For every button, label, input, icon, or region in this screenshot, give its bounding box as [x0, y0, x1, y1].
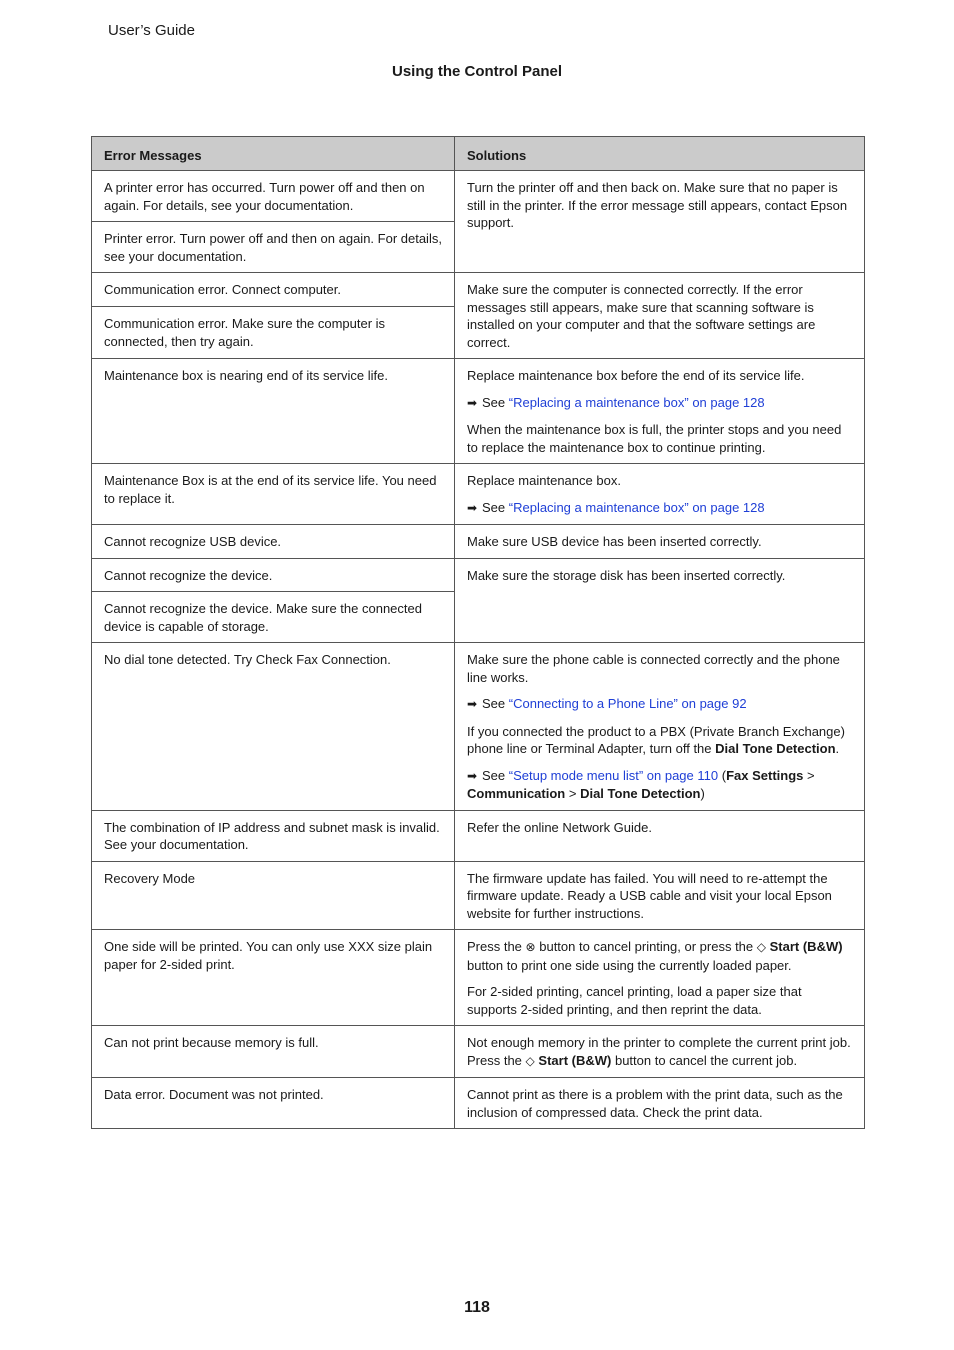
menu-path-dial-tone: Dial Tone Detection: [580, 786, 701, 801]
error-cell: No dial tone detected. Try Check Fax Connection.: [92, 643, 455, 811]
solution-text-part: Press the: [467, 939, 522, 954]
table-row: [92, 359, 865, 464]
solution-cell: [455, 930, 865, 1026]
setting-name: Dial Tone Detection: [715, 741, 836, 756]
solution-text: For 2-sided printing, cancel printing, load a paper size that supports 2-sided printing, and then reprint the data.: [467, 984, 802, 1017]
error-cell: Can not print because memory is full.: [92, 1026, 455, 1078]
right-arrow-icon: ➡: [467, 500, 478, 515]
solution-cell: Turn the printer off and then back on. Make sure that no paper is still in the printer. If the error message still appears, contact Epson support.: [455, 171, 865, 273]
solution-text: [467, 938, 854, 974]
cross-reference-link[interactable]: “Setup mode menu list” on page 110: [508, 767, 719, 783]
table-row: [92, 525, 865, 559]
solution-text: Replace maintenance box before the end of its service life.: [467, 368, 805, 383]
solution-cell: Make sure the storage disk has been inserted correctly.: [455, 558, 865, 643]
solution-cell: [455, 643, 865, 811]
solution-cell: [455, 359, 865, 464]
right-arrow-icon: ➡: [467, 395, 478, 410]
error-messages-table: [91, 136, 865, 1129]
error-cell: Maintenance box is nearing end of its service life.: [92, 359, 455, 464]
menu-path-fax-settings: Fax Settings: [726, 767, 804, 783]
page-number: 118: [464, 1299, 490, 1316]
start-bw-button-name: Start (B&W): [538, 1052, 612, 1068]
table-row: [92, 558, 865, 592]
cross-reference-link[interactable]: “Replacing a maintenance box” on page 128: [508, 394, 765, 410]
period: .: [835, 741, 840, 756]
table-row: [92, 861, 865, 930]
error-cell: Communication error. Make sure the computer is connected, then try again.: [92, 307, 455, 359]
cross-reference-link[interactable]: “Connecting to a Phone Line” on page 92: [508, 696, 747, 711]
solution-text: When the maintenance box is full, the printer stops and you need to replace the maintenance box to continue printing.: [467, 422, 842, 455]
table-row: [92, 1026, 865, 1078]
solution-cell: [455, 464, 865, 525]
table-row: [92, 930, 865, 1026]
column-header-errors: Error Messages: [92, 137, 455, 171]
right-arrow-icon: ➡: [467, 768, 478, 783]
table-row: [92, 464, 865, 525]
column-header-solutions: Solutions: [455, 137, 865, 171]
right-arrow-icon: ➡: [467, 697, 478, 711]
see-label: See: [482, 767, 506, 783]
solution-text-part: button to cancel the current job.: [614, 1052, 798, 1068]
table-row: [92, 1078, 865, 1129]
solution-cell: Cannot print as there is a problem with the print data, such as the inclusion of compressed data. Check the print data.: [455, 1078, 865, 1129]
error-cell: A printer error has occurred. Turn power off and then on again. For details, see your documentation.: [92, 171, 455, 222]
error-cell: Maintenance Box is at the end of its service life. You need to replace it.: [92, 464, 455, 525]
running-header: User’s Guide: [108, 22, 195, 39]
cross-reference-link[interactable]: “Replacing a maintenance box” on page 128: [508, 499, 765, 515]
paren: (: [721, 767, 727, 783]
error-cell: Recovery Mode: [92, 861, 455, 930]
see-label: See: [482, 696, 506, 711]
error-cell: The combination of IP address and subnet mask is invalid. See your documentation.: [92, 810, 455, 861]
see-reference: [467, 499, 854, 518]
error-cell: Data error. Document was not printed.: [92, 1078, 455, 1129]
menu-path-communication: Communication: [467, 786, 566, 801]
error-cell: Cannot recognize USB device.: [92, 525, 455, 559]
solution-text: Replace maintenance box.: [467, 473, 621, 488]
solution-text: Make sure the phone cable is connected correctly and the phone line works.: [467, 652, 840, 685]
stop-button-icon: ⊗: [525, 940, 536, 954]
solution-cell: Refer the online Network Guide.: [455, 810, 865, 861]
error-cell: Communication error. Connect computer.: [92, 273, 455, 307]
menu-separator: >: [807, 767, 815, 783]
error-cell: Cannot recognize the device.: [92, 558, 455, 592]
see-label: See: [482, 499, 506, 515]
error-cell: Cannot recognize the device. Make sure the connected device is capable of storage.: [92, 592, 455, 643]
solution-text-part: button to cancel printing, or press the: [539, 939, 754, 954]
start-button-icon: ◇: [525, 1053, 535, 1068]
start-bw-button-name: Start (B&W): [769, 939, 843, 954]
see-reference: [467, 767, 854, 803]
error-cell: One side will be printed. You can only use XXX size plain paper for 2-sided print.: [92, 930, 455, 1026]
solution-text-part: button to print one side using the currently loaded paper.: [467, 957, 792, 973]
solution-cell: Make sure USB device has been inserted correctly.: [455, 525, 865, 559]
solution-cell: [455, 1026, 865, 1078]
menu-separator: >: [568, 786, 577, 801]
table-row: [92, 171, 865, 222]
table-row: [92, 643, 865, 811]
see-reference: [467, 695, 854, 714]
table-row: [92, 810, 865, 861]
solution-cell: The firmware update has failed. You will need to re-attempt the firmware update. Ready a USB cable and visit your local Epson website for further instructions.: [455, 861, 865, 930]
table-row: [92, 273, 865, 307]
see-reference: [467, 394, 854, 413]
error-cell: Printer error. Turn power off and then on again. For details, see your documentation.: [92, 222, 455, 273]
paren: ): [700, 786, 705, 801]
solution-text-part: If you connected the product to a PBX (Private Branch Exchange) phone line or Terminal Adapter, turn off the: [467, 723, 845, 756]
solution-cell: Make sure the computer is connected correctly. If the error messages still appears, make sure that scanning software is installed on your computer and that the software settings are correct.: [455, 273, 865, 359]
solution-text: [467, 723, 854, 758]
see-label: See: [482, 394, 506, 410]
table-header-row: [92, 137, 865, 171]
section-title: Using the Control Panel: [391, 63, 562, 80]
start-button-icon: ◇: [756, 940, 766, 954]
solution-text-part: Not enough memory in the printer to complete the current print job. Press the: [467, 1035, 851, 1068]
